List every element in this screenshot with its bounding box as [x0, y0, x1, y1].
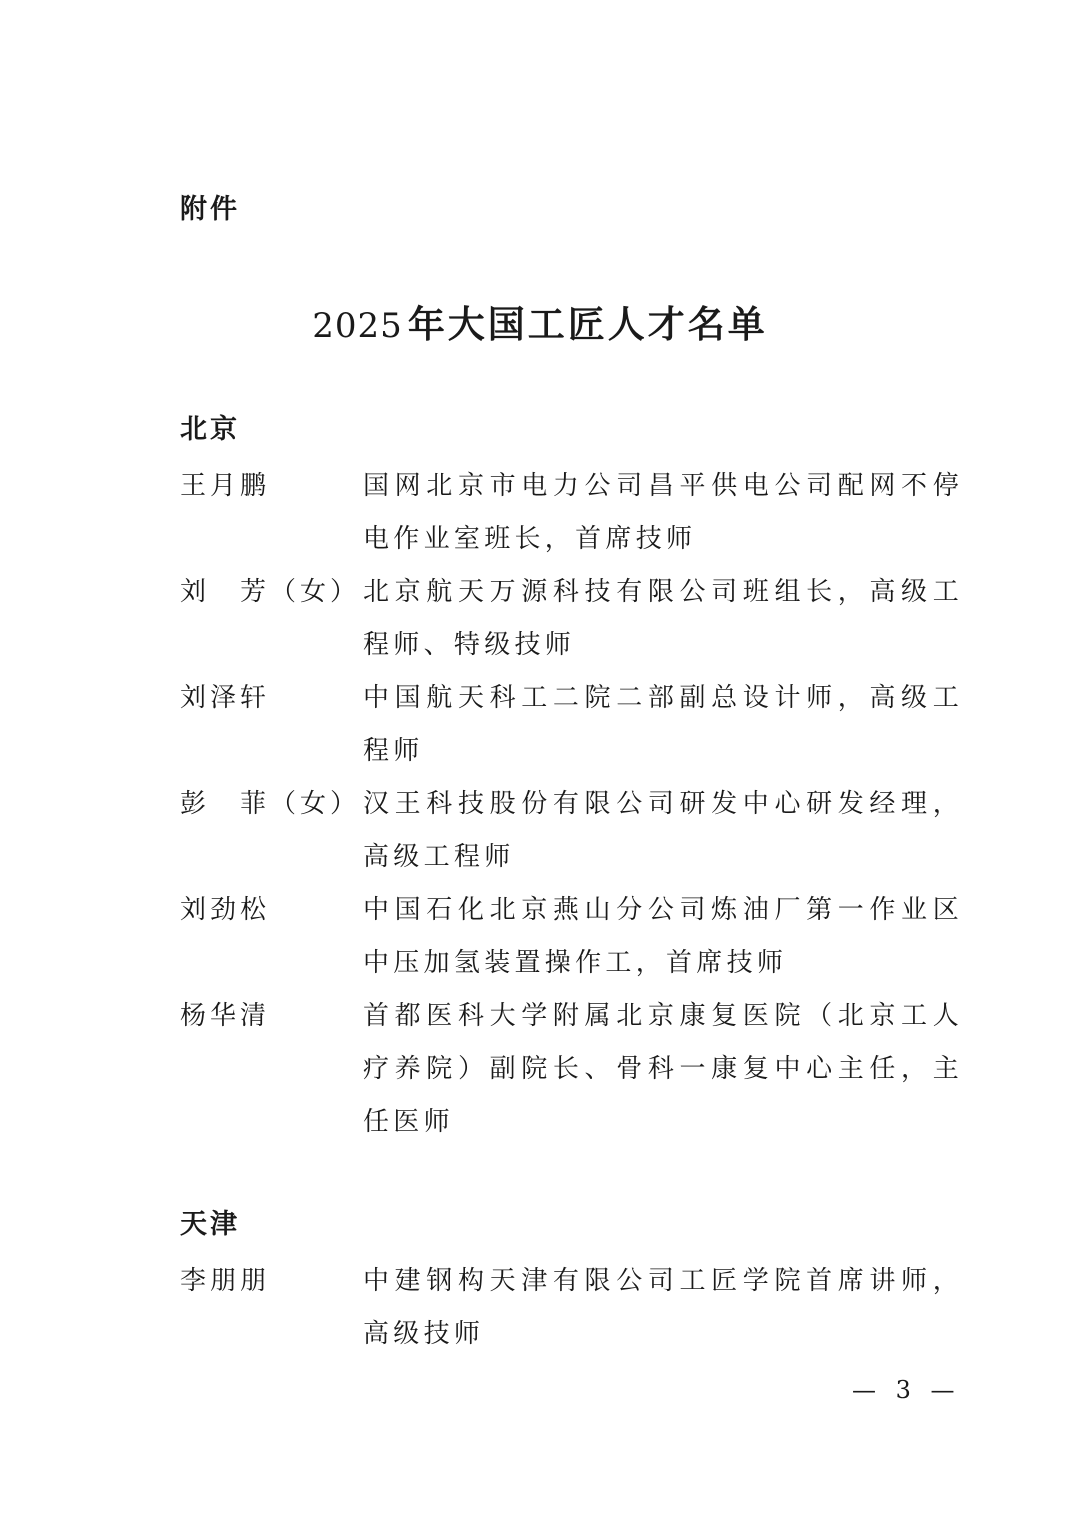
document-title	[0, 300, 1080, 356]
person-name: 彭 菲（女）	[180, 789, 361, 819]
person-name: 李朋朋	[180, 1266, 271, 1296]
person-title: 汉王科技股份有限公司研发中心研发经理，高级工程师	[363, 789, 963, 872]
attachment-label: 附件	[180, 194, 240, 225]
region-heading-beijing: 北京	[180, 414, 240, 445]
person-title: 北京航天万源科技有限公司班组长，高级工程师、特级技师	[363, 577, 963, 660]
person-title: 国网北京市电力公司昌平供电公司配网不停电作业室班长，首席技师	[363, 471, 963, 554]
title-year: 2025	[312, 306, 403, 346]
region-heading-tianjin: 天津	[180, 1209, 240, 1240]
person-title: 中国石化北京燕山分公司炼油厂第一作业区中压加氢装置操作工，首席技师	[363, 895, 963, 978]
person-name: 刘劲松	[180, 895, 271, 925]
person-title: 首都医科大学附属北京康复医院（北京工人疗养院）副院长、骨科一康复中心主任，主任医师	[363, 1001, 963, 1137]
person-title: 中国航天科工二院二部副总设计师，高级工程师	[363, 683, 963, 766]
person-title: 中建钢构天津有限公司工匠学院首席讲师，高级技师	[363, 1266, 963, 1349]
person-name: 杨华清	[180, 1001, 271, 1031]
page-number: — 3 —	[852, 1376, 961, 1404]
person-name: 刘 芳（女）	[180, 577, 361, 607]
person-name: 刘泽轩	[180, 683, 271, 713]
person-name: 王月鹏	[180, 471, 271, 501]
title-text: 年大国工匠人才名单	[407, 302, 768, 346]
